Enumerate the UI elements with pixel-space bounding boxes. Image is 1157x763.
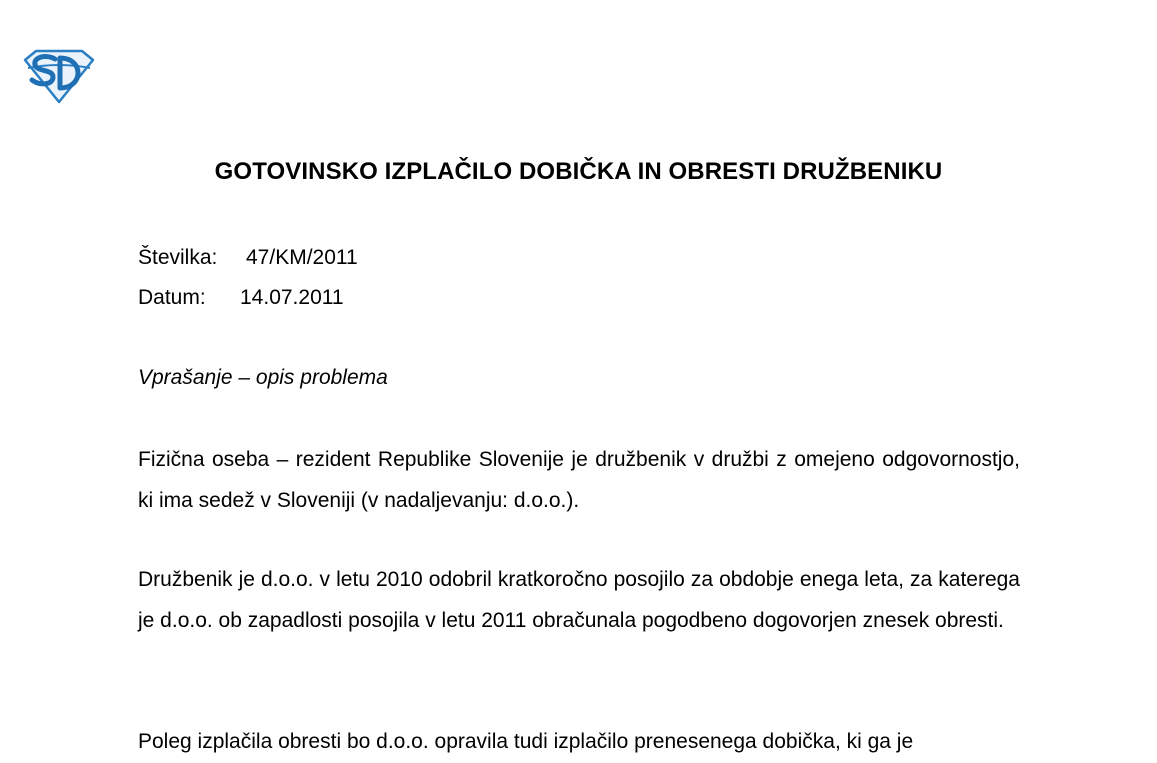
sd-shield-icon [22, 48, 96, 104]
section-heading: Vprašanje – opis problema [138, 366, 388, 389]
document-number-label: Številka: [138, 246, 218, 269]
document-date-value: 14.07.2011 [240, 286, 344, 309]
paragraph-1: Fizična oseba – rezident Republike Slovenije je družbenik v družbi z omejeno odgovornostjo, ki ima sedež v Sloveniji (v nadaljevanju: d.o.o.). [138, 448, 1020, 512]
document-number-value: 47/KM/2011 [246, 246, 358, 269]
document-number-row [138, 246, 358, 270]
paragraph-3: Poleg izplačila obresti bo d.o.o. opravila tudi izplačilo prenesenega dobička, ki ga je [138, 730, 914, 753]
document-title: GOTOVINSKO IZPLAČILO DOBIČKA IN OBRESTI DRUŽBENIKU [214, 158, 943, 185]
document-date-row [138, 286, 344, 310]
company-logo [22, 48, 96, 104]
paragraph-2: Družbenik je d.o.o. v letu 2010 odobril kratkoročno posojilo za obdobje enega leta, za katerega je d.o.o. ob zapadlosti posojila v letu 2011 obračunala pogodbeno dogovorjen znesek obresti. [138, 568, 1020, 632]
document-date-label: Datum: [138, 286, 206, 309]
